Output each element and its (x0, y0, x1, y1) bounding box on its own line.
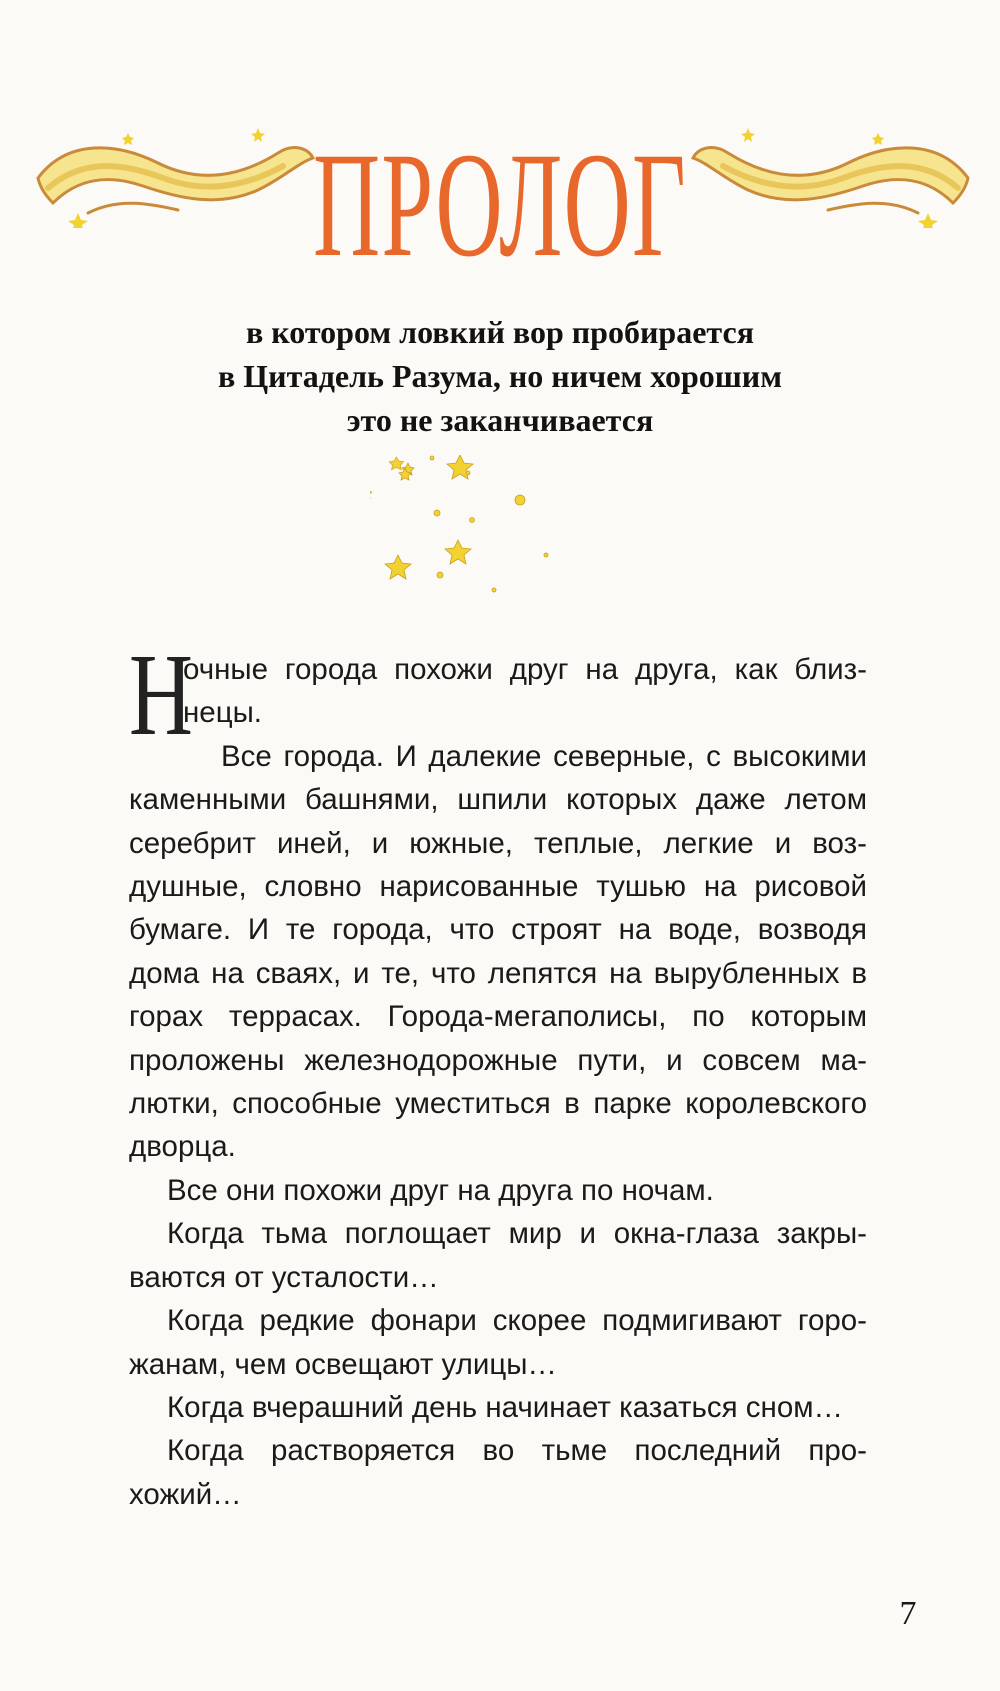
paragraph: Когда растворяется во тьме последний прохожий… (129, 1434, 867, 1511)
paragraph: Все они похожи друг на друга по ночам. (167, 1173, 714, 1207)
stars-cluster-icon (370, 455, 570, 605)
subtitle-line: это не заканчивается (346, 402, 654, 438)
page-number: 7 (899, 1595, 917, 1632)
chapter-title: ПРОЛОГ (313, 122, 687, 288)
body-text (129, 629, 867, 1516)
paragraph: Все города. И далекие северные, с высокими каменными башнями, шпили которых даже летом серебрит иней, и южные, теплые, легкие и воздушные, словно нарисованные тушью на рисовой бумаге. И те города, что строят на воде, возводя дома на сваях, и те, что лепятся на вырубленных в горах террасах. Города-мегаполисы, по которым проложены железнодорожные пути, и совсем малютки, способные уместиться в парке королевского дворца. (129, 739, 867, 1164)
paragraph-text: очные города похожи друг на друга, как близнецы. (183, 653, 867, 730)
ribbon-right-icon (688, 118, 978, 228)
chapter-subtitle (100, 310, 900, 442)
paragraph: Когда тьма поглощает мир и окна-глаза закрываются от усталости… (129, 1217, 867, 1294)
subtitle-line: в котором ловкий вор пробирается (245, 314, 755, 350)
paragraph: Когда редкие фонари скорее подмигивают горожанам, чем освещают улицы… (129, 1304, 867, 1381)
chapter-header (0, 100, 1000, 288)
subtitle-line: в Цитадель Разума, но ничем хорошим (217, 358, 783, 394)
paragraph (129, 629, 867, 760)
drop-cap: Н (129, 629, 193, 760)
paragraph: Когда вчерашний день начинает казаться сном… (167, 1390, 844, 1424)
